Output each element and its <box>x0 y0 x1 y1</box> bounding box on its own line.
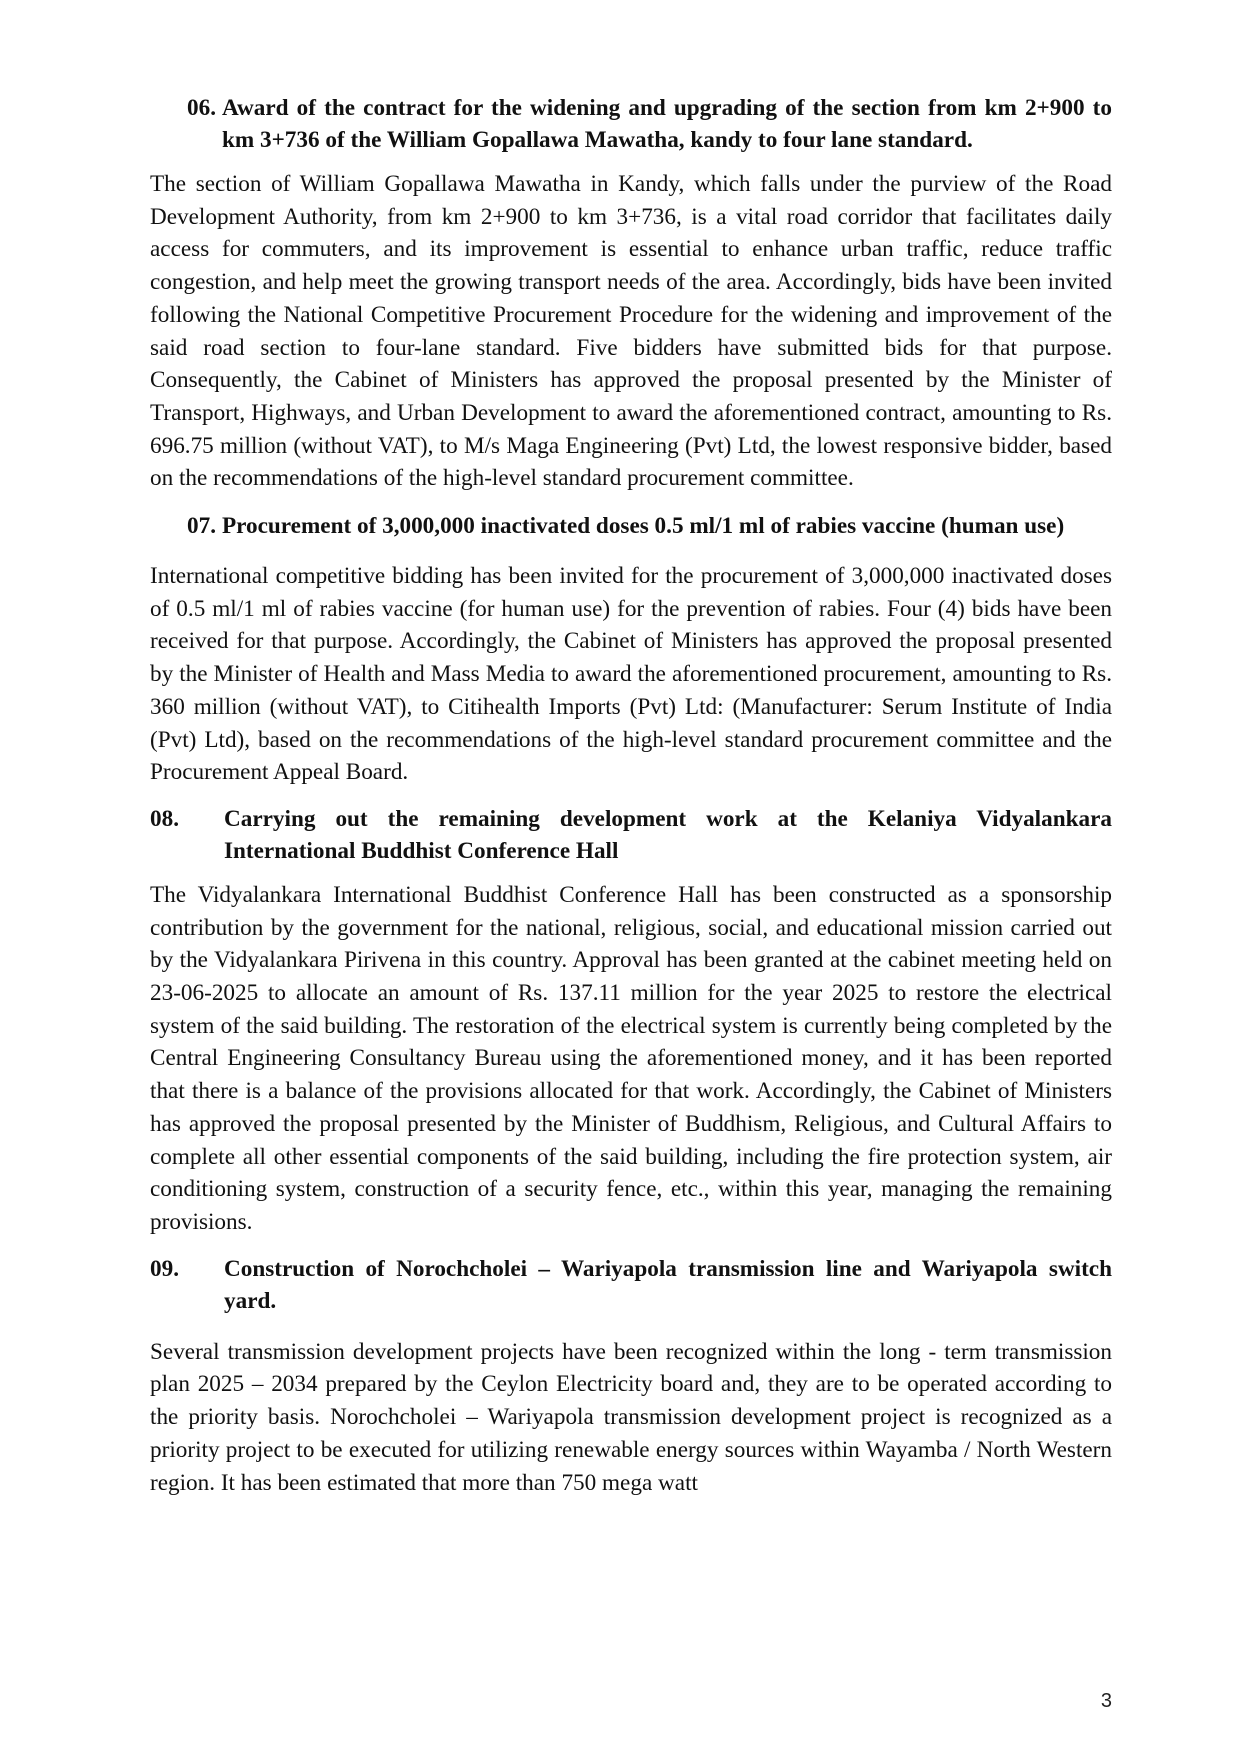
section-number: 06. <box>187 95 216 121</box>
section-title: Carrying out the remaining development work at the Kelaniya Vidyalankara International Buddhist Conference Hall <box>224 805 1112 864</box>
section-09-heading <box>150 1253 1112 1317</box>
section-title: Award of the contract for the widening and upgrading of the section from km 2+900 to km 3+736 of the William Gopallawa Mawatha, kandy to four lane standard. <box>221 95 1112 153</box>
document-page <box>150 92 1112 1499</box>
section-title: Procurement of 3,000,000 inactivated doses 0.5 ml/1 ml of rabies vaccine (human use) <box>221 513 1065 540</box>
section-07-heading <box>150 510 1112 542</box>
section-08-heading <box>150 803 1112 867</box>
section-06-body: The section of William Gopallawa Mawatha in Kandy, which falls under the purview of the Road Development Authority, from km 2+900 to km 3+736, is a vital road corridor that facilitates daily access for commuters, and its improvement is essential to enhance urban traffic, reduce traffic congestion, and help meet the growing transport needs of the area. Accordingly, bids have been invited following the National Competitive Procurement Procedure for the widening and improvement of the said road section to four-lane standard. Five bidders have submitted bids for that purpose. Consequently, the Cabinet of Ministers has approved the proposal presented by the Minister of Transport, Highways, and Urban Development to award the aforementioned contract, amounting to Rs. 696.75 million (without VAT), to M/s Maga Engineering (Pvt) Ltd, the lowest responsive bidder, based on the recommendations of the high-level standard procurement committee. <box>150 171 1112 492</box>
section-09-body: Several transmission development projects have been recognized within the long - term transmission plan 2025 – 2034 prepared by the Ceylon Electricity board and, they are to be operated according to the priority basis. Norochcholei – Wariyapola transmission development project is recognized as a priority project to be executed for utilizing renewable energy sources within Wayamba / North Western region. It has been estimated that more than 750 mega watt <box>150 1338 1112 1496</box>
section-number: 07. <box>187 513 216 540</box>
section-06-heading <box>150 92 1112 156</box>
page-number: 3 <box>1100 1690 1112 1712</box>
section-number: 08. <box>150 805 179 832</box>
section-title: Construction of Norochcholei – Wariyapola transmission line and Wariyapola switch yard. <box>224 1255 1112 1314</box>
section-08-body: The Vidyalankara International Buddhist Conference Hall has been constructed as a sponsorship contribution by the government for the national, religious, social, and educational mission carried out by the Vidyalankara Pirivena in this country. Approval has been granted at the cabinet meeting held on 23-06-2025 to allocate an amount of Rs. 137.11 million for the year 2025 to restore the electrical system of the said building. The restoration of the electrical system is currently being completed by the Central Engineering Consultancy Bureau using the aforementioned money, and it has been reported that there is a balance of the provisions allocated for that work. Accordingly, the Cabinet of Ministers has approved the proposal presented by the Minister of Buddhism, Religious, and Cultural Affairs to complete all other essential components of the said building, including the fire protection system, air conditioning system, construction of a security fence, etc., within this year, managing the remaining provisions. <box>150 881 1112 1235</box>
section-07-body: International competitive bidding has been invited for the procurement of 3,000,000 inactivated doses of 0.5 ml/1 ml of rabies vaccine (for human use) for the prevention of rabies. Four (4) bids have been received for that purpose. Accordingly, the Cabinet of Ministers has approved the proposal presented by the Minister of Health and Mass Media to award the aforementioned procurement, amounting to Rs. 360 million (without VAT), to Citihealth Imports (Pvt) Ltd: (Manufacturer: Serum Institute of India (Pvt) Ltd), based on the recommendations of the high-level standard procurement committee and the Procurement Appeal Board. <box>150 563 1112 786</box>
section-number: 09. <box>150 1255 179 1282</box>
